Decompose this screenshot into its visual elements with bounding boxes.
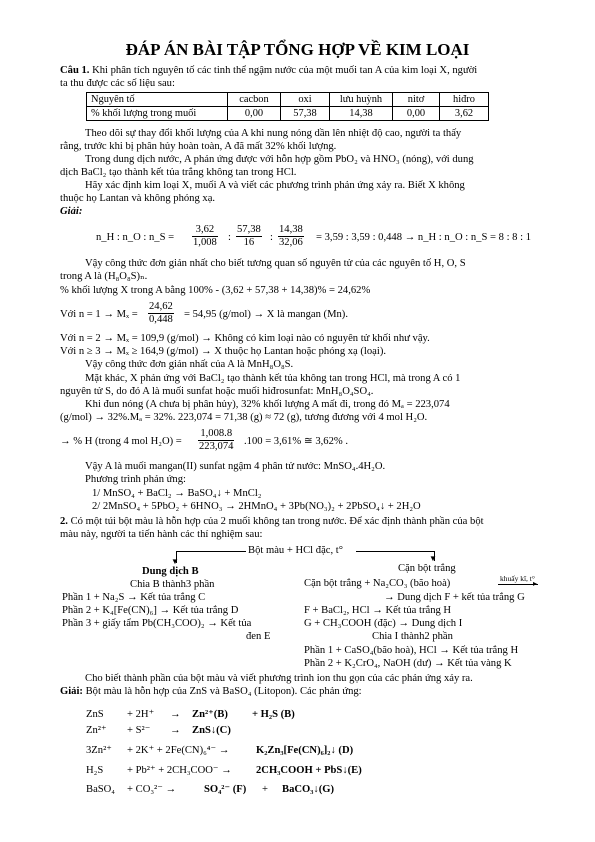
page-title: ĐÁP ÁN BÀI TẬP TỔNG HỢP VỀ KIM LOẠI: [125, 40, 470, 59]
left-branch-step2: Phần 2 + K₄[Fe(CN)₆] → Kết tủa trắng D: [62, 605, 239, 616]
table-cell: 14,38: [330, 107, 393, 121]
q2-intro-line1: 2. Có một túi bột màu là hỗn hợp của 2 muối không tan trong nước. Để xác định thành phần của bột: [60, 516, 484, 527]
right-branch-title: Cặn bột trắng: [398, 563, 456, 574]
table-cell: 0,00: [228, 107, 281, 121]
right-branch-step1: Cặn bột trắng + Na₂CO₃ (bão hoà): [304, 578, 451, 589]
right-branch-step4: G + CH₃COOH (đặc) → Dung dịch I: [304, 618, 463, 629]
table-cell: Nguyên tố: [87, 93, 228, 107]
document-page: ĐÁP ÁN BÀI TẬP TỔNG HỢP VỀ KIM LOẠI Câu 1. Khi phân tích nguyên tố các tinh thể ngậm nước của một muối tan A của kim loại X, người ta thu được các số liệu sau: Nguyên tố cacbon oxi lưu huỳnh nitơ hiđro % khối lượng trong muối 0,00 57,38 14,38 0,00 3,62 Theo dõi sự thay đổi khối lượng của A khi nung nóng dần lên nhiệt độ cao, người ta thấy rằng, trước khi bị phân hủy hoàn toàn, A đã mất 32% khối lượng. Trong dung dịch nước, A phản ứng được với hỗn hợp gồm PbO₂ và HNO₃ (nóng), với dung dịch BaCl₂ tạo thành kết tủa trắng không tan trong HCl. Hãy xác định kim loại X, muối A và viết các phương trình phản ứng xảy ra. Biết X không thuộc họ Lantan và không phóng xạ. Giải: n_H : n_O : n_S = $\frac{3,62}{1,008}$ : $\frac{57,38}{16}$ : $\frac{14,38}{32,06}$ = 3,59 : 3,59 : 0,448 → n_H : n_O : n_S = 8 : 8 : 1 Vậy công thức đơn giản nhất cho biết tương quan số nguyên tử của các nguyên tố H, O, S trong A là (H₈O₈S)ₙ. % khối lượng X trong A bằng 100% - (3,62 + 57,38 + 14,38)% = 24,62% Với n = 1 → Mₓ = $\frac{24,62}{0,448}$ = 54,95 (g/mol) → X là mangan (Mn). Với n = 2 → Mₓ = 109,9 (g/mol) → Không có kim loại nào có nguyên tử khối như vậy. Với n ≥ 3 → Mₓ ≥ 164,9 (g/mol) → X thuộc họ Lantan hoặc phóng xạ (loại). Vậy công thức đơn giản nhất của A là MnH₈O₈S. Mặt khác, X phản ứng với BaCl₂ tạo thành kết tủa không tan trong HCl, mà trong A có 1 nguyên tử S, do đó A là muối sunfat hoặc muối hiđrosunfat: MnH₈O₄SO₄. Khi đun nóng (A chưa bị phân hủy), 32% khối lượng A mất đi, trong đó Mₐ = 223,074 (g/mol) → 32%.Mₐ = 32%. 223,074 = 71,38 (g) ≈ 72 (g), tương đương với 4 mol H₂O. → % H (trong 4 mol H₂O) = $\frac{1,008.8}{223,074}$ .100 = 3,61% ≅ 3,62% . Vậy A là muối mangan(II) sunfat ngậm 4 phân tử nước: MnSO₄.4H₂O. Phương trình phản ứng: 1/ MnSO₄ + BaCl₂ → BaSO₄↓ + MnCl₂ 2/ 2MnSO₄ + 5PbO₂ + 6HNO₃ → 2HMnO₄ + 3Pb(NO₃)₂ + 2PbSO₄↓ + 2H₂O 2. Có một túi bột màu là hỗn hợp của 2 muối không tan trong nước. Để xác định thành phần của bột màu này, người ta tiến hành các thí nghiệm sau: Bột màu + HCl đặc, t° ▼ ▼ Dung dịch B Chia B thành3 phần Phần 1 + Na₂S → Kết tủa trắng C Phần 2 + K₄[Fe(CN)₆] → Kết tủa trắng D Phần 3 + giấy tẩm Pb(CH₃COO)₂ → Kết tủa đen E Cặn bột trắng Cặn bột trắng + Na₂CO₃ (bão hoà) khuấy kĩ, t° ▸ → Dung dịch F + kết tủa trắng G F + BaCl₂, HCl → Kết tủa trắng H G + CH₃COOH (đặc) → Dung dịch I Chia I thành2 phần Phần 1 + CaSO₄(bão hoà), HCl → Kết tủa trắng H Phần 2 + K₂CrO₄, NaOH (dư) → Kết tủa vàng K Cho biết thành phần của bột màu và viết phương trình ion thu gọn của các phản ứng xảy ra. Giải: Bột màu là hỗn hợp của ZnS và BaSO₄ (Litopon). Các phản ứng: ZnS + 2H⁺ → Zn²⁺(B) + H₂S (B) Zn²⁺ + S²⁻ → ZnS↓(C) 3Zn²⁺ + 2K⁺ + 2Fe(CN)₆⁴⁻ → K₂Zn₃[Fe(CN)₆]₂↓ (D) H₂S + Pb²⁺ + 2CH₃COO⁻ → 2CH₃COOH + PbS↓(E) BaSO₄ + CO₃²⁻ → SO₄²⁻ (F) + BaCO₃↓(G): [0, 0, 595, 842]
table-cell: cacbon: [228, 93, 281, 107]
q2-intro-line2: màu này, người ta tiến hành các thí nghiệm sau:: [60, 529, 263, 540]
equations-title: Phương trình phản ứng:: [85, 474, 186, 485]
table-cell: lưu huỳnh: [330, 93, 393, 107]
left-branch-step3: Phần 3 + giấy tẩm Pb(CH₃COO)₂ → Kết tủa: [62, 618, 252, 629]
paragraph: Mặt khác, X phản ứng với BaCl₂ tạo thành kết tủa không tan trong HCl, mà trong A có 1: [85, 373, 461, 384]
table-cell: 3,62: [440, 107, 489, 121]
right-arrow-condition: khuấy kĩ, t°: [500, 574, 535, 583]
fraction-sulfur: $\frac{14,38}{32,06}$: [279, 224, 303, 248]
table-cell: 0,00: [393, 107, 440, 121]
arrow-down-icon: ▼: [171, 557, 179, 566]
table-cell: 57,38: [281, 107, 330, 121]
case-n2: Với n = 2 → Mₓ = 109,9 (g/mol) → Không có kim loại nào có nguyên tử khối như vậy.: [60, 333, 430, 344]
right-branch-step5: Chia I thành2 phần: [372, 631, 453, 642]
paragraph: Trong dung dịch nước, A phản ứng được với hỗn hợp gồm PbO₂ và HNO₃ (nóng), với dung: [85, 154, 474, 165]
left-branch-title: Dung dịch B: [142, 566, 199, 577]
element-table: [86, 92, 489, 121]
paragraph: (g/mol) → 32%.Mₐ = 32%. 223,074 = 71,38 (g) ≈ 72 (g), tương đương với 4 mol H₂O.: [60, 412, 428, 423]
table-cell: nitơ: [393, 93, 440, 107]
right-branch-step3: F + BaCl₂, HCl → Kết tủa trắng H: [304, 605, 452, 616]
hydrogen-check-lhs: → % H (trong 4 mol H₂O) =: [60, 436, 182, 447]
paragraph: trong A là (H₈O₈S)ₙ.: [60, 271, 148, 282]
q1-intro-line2: ta thu được các số liệu sau:: [60, 78, 175, 89]
case-n1-rhs: = 54,95 (g/mol) → X là mangan (Mn).: [184, 309, 348, 320]
q2-solution: Giải: Bột màu là hỗn hợp của ZnS và BaSO₄ (Litopon). Các phản ứng:: [60, 686, 362, 697]
paragraph: rằng, trước khi bị phân hủy hoàn toàn, A đã mất 32% khối lượng.: [60, 141, 337, 152]
diagram-top-label: Bột màu + HCl đặc, t°: [248, 545, 343, 556]
equation-1: 1/ MnSO₄ + BaCl₂ → BaSO₄↓ + MnCl₂: [92, 488, 262, 499]
branch-line-right: [356, 551, 435, 552]
table-cell: % khối lượng trong muối: [87, 107, 228, 121]
fraction-n1: $\frac{24,62}{0,448}$: [149, 301, 173, 325]
table-row: [87, 107, 489, 121]
paragraph: Hãy xác định kim loại X, muối A và viết các phương trình phản ứng xảy ra. Biết X không: [85, 180, 465, 191]
left-branch-step3b: đen E: [246, 631, 271, 642]
case-n3: Với n ≥ 3 → Mₓ ≥ 164,9 (g/mol) → X thuộc họ Lantan hoặc phóng xạ (loại).: [60, 346, 386, 357]
left-branch-step1: Phần 1 + Na₂S → Kết tủa trắng C: [62, 592, 206, 603]
right-branch-step7: Phần 2 + K₂CrO₄, NaOH (dư) → Kết tủa vàng K: [304, 658, 512, 669]
ratio-rhs: = 3,59 : 3,59 : 0,448 → n_H : n_O : n_S = 8 : 8 : 1: [316, 232, 532, 243]
ratio-colon: :: [270, 232, 273, 243]
paragraph: dịch BaCl₂ tạo thành kết tủa trắng không tan trong HCl.: [60, 167, 297, 178]
table-cell: oxi: [281, 93, 330, 107]
paragraph: % khối lượng X trong A bằng 100% - (3,62 + 57,38 + 14,38)% = 24,62%: [60, 285, 371, 296]
q1-intro-line1: Câu 1. Khi phân tích nguyên tố các tinh thể ngậm nước của một muối tan A của kim loại X, người: [60, 65, 478, 76]
paragraph: Vậy công thức đơn giản nhất cho biết tương quan số nguyên tử của các nguyên tố H, O, S: [85, 258, 466, 269]
conclusion: Vậy A là muối mangan(II) sunfat ngậm 4 phân tử nước: MnSO₄.4H₂O.: [85, 461, 386, 472]
solution-label: Giải:: [60, 206, 83, 217]
left-branch-sub: Chia B thành3 phần: [130, 579, 215, 590]
arrow-down-icon: ▼: [429, 554, 437, 563]
table-cell: hiđro: [440, 93, 489, 107]
paragraph: Khi đun nóng (A chưa bị phân hủy), 32% khối lượng A mất đi, trong đó Mₐ = 223,074: [85, 399, 450, 410]
paragraph: thuộc họ Lantan và không phóng xạ.: [60, 193, 216, 204]
hydrogen-check-rhs: .100 = 3,61% ≅ 3,62% .: [244, 436, 349, 447]
branch-line-left: [176, 551, 246, 552]
case-n1-lhs: Với n = 1 → Mₓ =: [60, 309, 138, 320]
paragraph: Theo dõi sự thay đổi khối lượng của A khi nung nóng dần lên nhiệt độ cao, người ta thấy: [85, 128, 462, 139]
q1-label: Câu 1.: [60, 65, 90, 76]
reaction-arrow-line: [498, 584, 538, 585]
right-branch-step2: → Dung dịch F + kết tủa trắng G: [384, 592, 525, 603]
equation-2: 2/ 2MnSO₄ + 5PbO₂ + 6HNO₃ → 2HMnO₄ + 3Pb(NO₃)₂ + 2PbSO₄↓ + 2H₂O: [92, 501, 421, 512]
table-header-row: [87, 93, 489, 107]
arrow-right-icon: ▸: [533, 579, 538, 588]
paragraph: Vậy công thức đơn giản nhất của A là MnH₈O₈S.: [85, 359, 294, 370]
right-branch-step6: Phần 1 + CaSO₄(bão hoà), HCl → Kết tủa trắng H: [304, 645, 519, 656]
fraction-hydrogen-check: $\frac{1,008.8}{223,074}$: [199, 428, 234, 452]
ratio-lhs: n_H : n_O : n_S =: [96, 232, 175, 243]
paragraph: nguyên tử S, do đó A là muối sunfat hoặc muối hiđrosunfat: MnH₈O₄SO₄.: [60, 386, 374, 397]
q2-task: Cho biết thành phần của bột màu và viết phương trình ion thu gọn của các phản ứng xảy ra.: [85, 673, 473, 684]
ratio-colon: :: [228, 232, 231, 243]
fraction-hydrogen: $\frac{3,62}{1,008}$: [193, 224, 217, 248]
fraction-oxygen: $\frac{57,38}{16}$: [237, 224, 261, 248]
